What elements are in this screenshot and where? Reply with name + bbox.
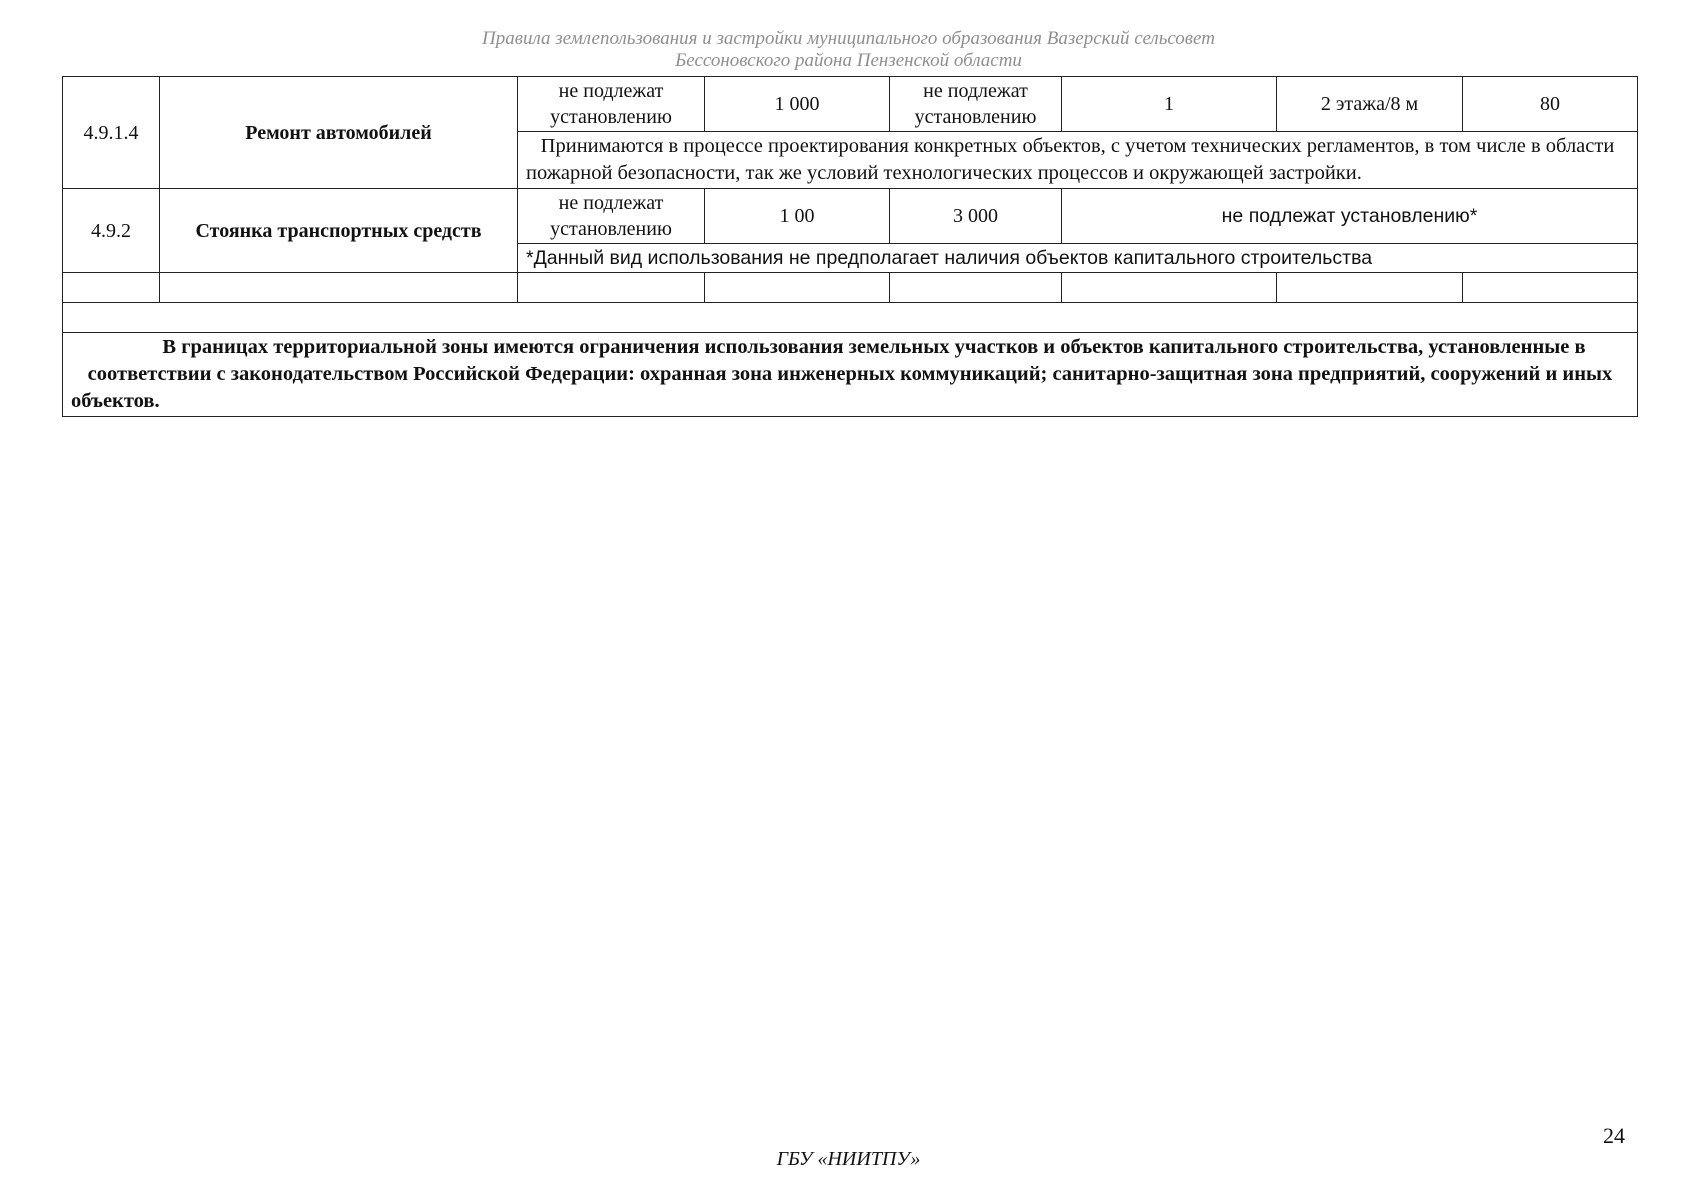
table-empty-row — [63, 273, 1638, 303]
row-note: Принимаются в процессе проектирования конкретных объектов, с учетом технических регламентов, в том числе в области пожарной безопасности, так же условий технологических процессов и окружающей застройки. — [518, 132, 1638, 189]
running-header-line-2: Бессоновского района Пензенской области — [675, 50, 1022, 71]
empty-cell — [160, 273, 518, 303]
row-use-name: Стоянка транспортных средств — [160, 189, 518, 273]
row-use-name: Ремонт автомобилей — [160, 77, 518, 189]
row-code: 4.9.2 — [63, 189, 160, 273]
table-row — [63, 77, 1638, 132]
min-setback: не подлежат установлению — [890, 77, 1062, 132]
empty-cell — [63, 273, 160, 303]
empty-cell — [1062, 273, 1277, 303]
running-header-line-1: Правила землепользования и застройки муниципального образования Вазерский сельсовет — [482, 28, 1215, 49]
row-note: *Данный вид использования не предполагает наличия объектов капитального строительства — [518, 244, 1638, 273]
empty-cell — [1463, 273, 1638, 303]
empty-cell — [518, 273, 705, 303]
land-use-table — [62, 76, 1638, 417]
empty-cell — [1277, 273, 1463, 303]
restrictions-row — [63, 333, 1638, 417]
restrictions-cell — [63, 333, 1638, 417]
empty-cell — [705, 273, 890, 303]
table-row — [63, 189, 1638, 244]
max-coverage-percent: 80 — [1463, 77, 1638, 132]
table-empty-row — [63, 303, 1638, 333]
running-header — [0, 28, 1697, 72]
empty-merged-cell — [63, 303, 1638, 333]
min-plot-size: не подлежат установлению — [518, 77, 705, 132]
restrictions-text: В границах территориальной зоны имеются ограничения использования земельных участков и объектов капитального строительства, установленные в соответствии с законодательством Российской Федерации: охранная зона инженерных коммуникаций; санитарно-защитная зона предприятий, сооружений и иных объектов. — [71, 336, 1613, 412]
row-code: 4.9.1.4 — [63, 77, 160, 189]
footer-organization: ГБУ «НИИТПУ» — [776, 1148, 921, 1170]
floor-count: 1 — [1062, 77, 1277, 132]
max-plot-size: 1 000 — [705, 77, 890, 132]
max-plot-size: 1 00 — [705, 189, 890, 244]
min-setback: 3 000 — [890, 189, 1062, 244]
page-number: 24 — [1603, 1123, 1625, 1148]
empty-cell — [890, 273, 1062, 303]
merged-parameters: не подлежат установлению* — [1062, 189, 1638, 244]
min-plot-size: не подлежат установлению — [518, 189, 705, 244]
max-height: 2 этажа/8 м — [1277, 77, 1463, 132]
